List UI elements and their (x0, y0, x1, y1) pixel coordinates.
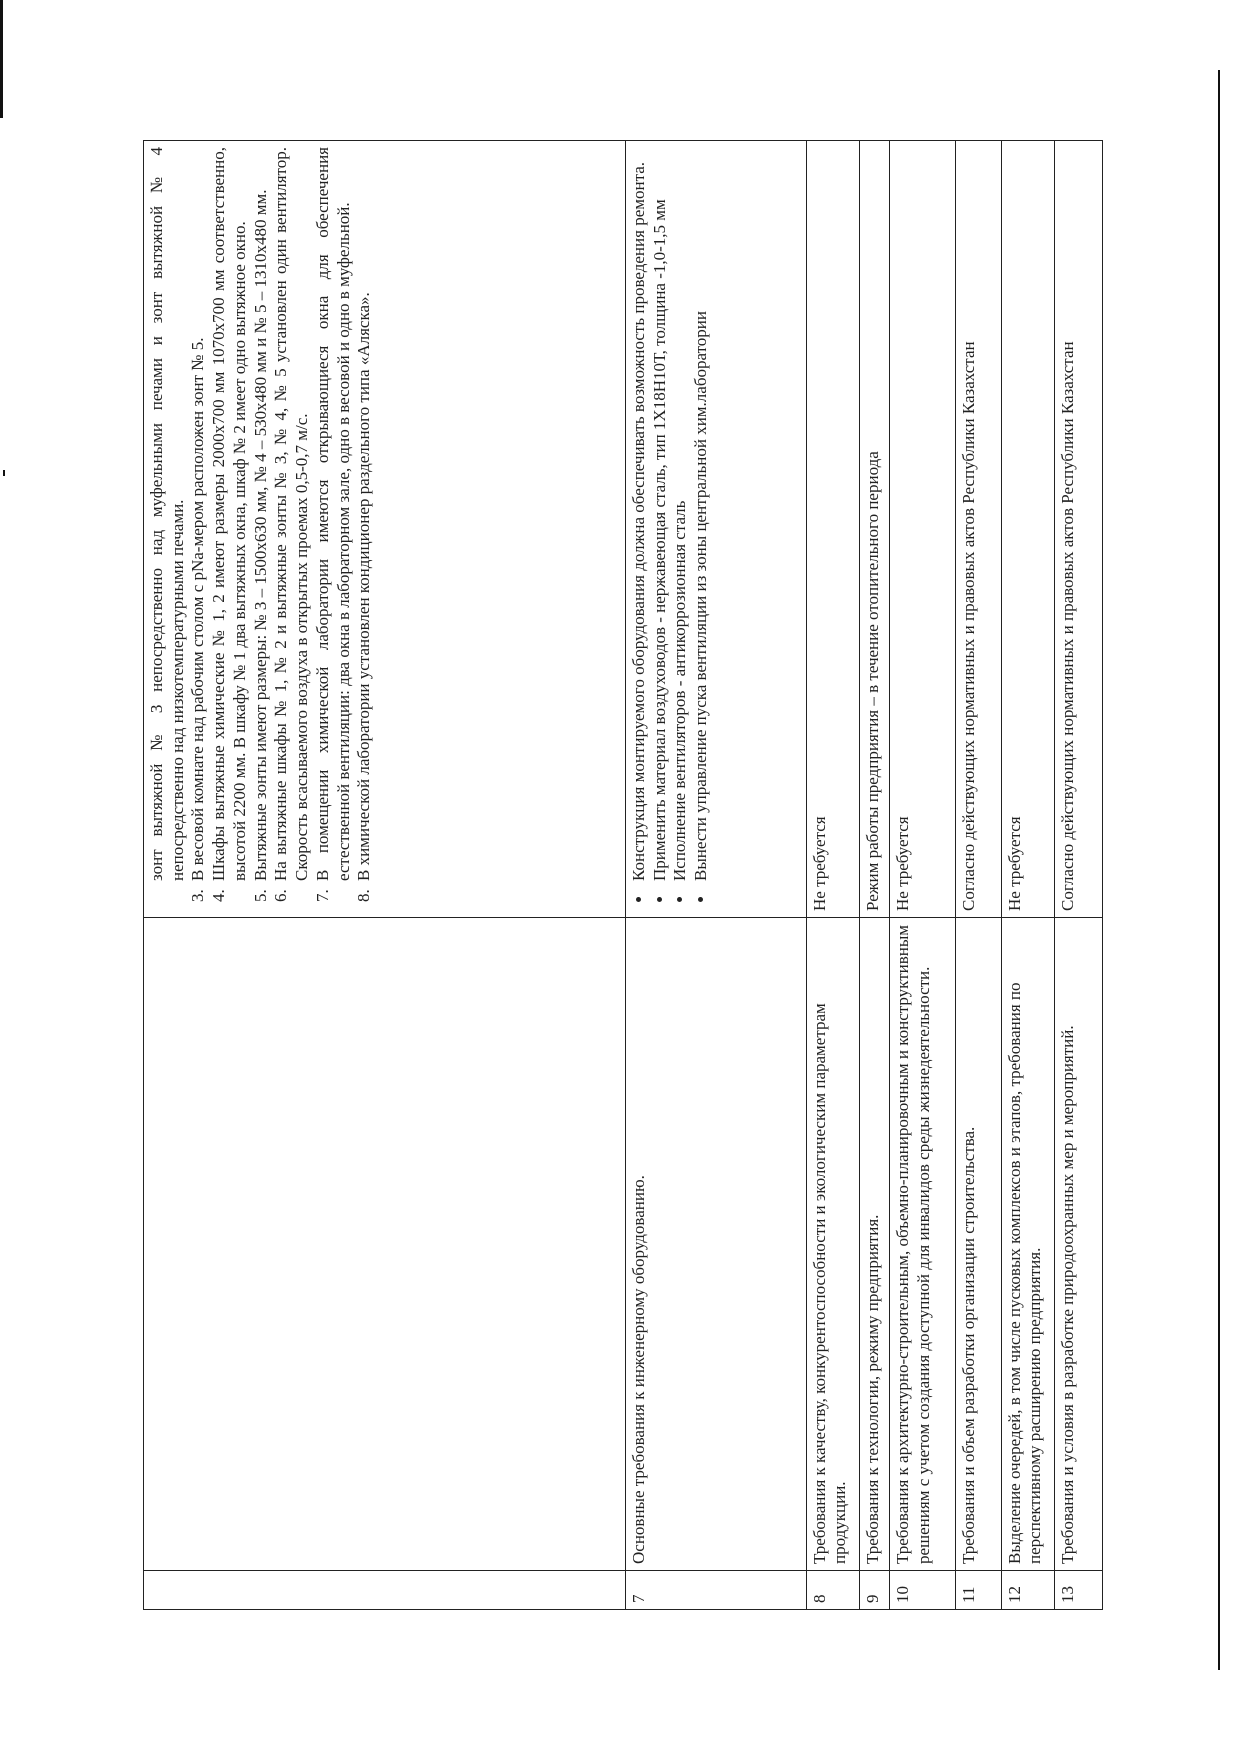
bullet-item: • Исполнение вентиляторов - антикоррозионная сталь (670, 147, 691, 885)
bullet-list (629, 147, 712, 911)
list-item: 5. Вытяжные зонты имеют размеры: № 3 – 1500х630 мм, № 4 – 530х480 мм и № 5 – 1310х480 мм. (251, 147, 272, 885)
bullet-item: • Вынести управление пуска вентиляции из зоны центральной хим.лаборатории (691, 147, 712, 885)
value-cell: Не требуется (889, 141, 955, 918)
bullet-item: • Применить материал воздуховодов - нержавеющая сталь, тип 1Х18Н10Т, толщина -1,0-1,5 мм (650, 147, 671, 885)
value-cell: Не требуется (806, 141, 859, 918)
table-row (806, 141, 859, 1610)
row-number: 9 (859, 1571, 889, 1610)
list-item: 6. На вытяжные шкафы № 1, № 2 и вытяжные зонты № 3, № 4, № 5 установлен один вентилятор. Скорость всасываемого воздуха в открытых проемах 0,5-0,7 м/с. (271, 147, 312, 885)
row-number-empty (144, 1571, 626, 1610)
scan-mark-top (3, 470, 5, 476)
row-number: 7 (625, 1571, 806, 1610)
table-row (955, 141, 1001, 1610)
continued-numbered-list (147, 147, 375, 911)
rotated-page (143, 140, 1103, 1610)
scan-right-edge-line (1218, 70, 1220, 1670)
requirement-cell: Требования к технологии, режиму предприятия. (859, 918, 889, 1571)
table-row (859, 141, 889, 1610)
requirement-cell: Требования к качеству, конкурентоспособности и экологическим параметрам продукции. (806, 918, 859, 1571)
requirement-cell: Основные требования к инженерному оборудованию. (625, 918, 806, 1571)
requirements-table (143, 140, 1103, 1610)
table-row (1001, 141, 1054, 1610)
requirement-cell: Требования и условия в разработке природоохранных мер и мероприятий. (1054, 918, 1102, 1571)
row-number: 13 (1054, 1571, 1102, 1610)
value-cell (625, 141, 806, 918)
value-cell: Согласно действующих нормативных и правовых актов Республики Казахстан (1054, 141, 1102, 918)
value-cell: Режим работы предприятия – в течение отопительного периода (859, 141, 889, 918)
row-number: 10 (889, 1571, 955, 1610)
bullet-item: • Конструкция монтируемого оборудования должна обеспечивать возможность проведения ремонта. (629, 147, 650, 885)
table-row (625, 141, 806, 1610)
row-number: 12 (1001, 1571, 1054, 1610)
list-item: 3. В весовой комнате над рабочим столом с pNa-мером расположен зонт № 5. (188, 147, 209, 885)
value-cell: Согласно действующих нормативных и правовых актов Республики Казахстан (955, 141, 1001, 918)
list-item: 4. Шкафы вытяжные химические № 1, 2 имеют размеры 2000х700 мм 1070х700 мм соответственно, высотой 2200 мм. В шкафу № 1 два вытяжных окна, шкаф № 2 имеет одно вытяжное окно. (209, 147, 250, 885)
list-item: 7. В помещении химической лаборатории имеются открывающиеся окна для обеспечения естественной вентиляции: два окна в лабораторном зале, одно в весовой и одно в муфельной. (313, 147, 354, 885)
list-item: 8. В химической лаборатории установлен кондиционер раздельного типа «Аляска». (354, 147, 375, 885)
table-row (889, 141, 955, 1610)
scan-left-edge-line (0, 0, 3, 118)
row-number: 8 (806, 1571, 859, 1610)
list-item-continued: зонт вытяжной № 3 непосредственно над муфельными печами и зонт вытяжной № 4 непосредственно над низкотемпературными печами. (147, 147, 187, 881)
requirement-cell: Требования к архитектурно-строительным, объемно-планировочным и конструктивным решениям с учетом создания доступной для инвалидов среды жизнедеятельности. (889, 918, 955, 1571)
requirement-cell: Выделение очередей, в том числе пусковых комплексов и этапов, требования по перспективному расширению предприятия. (1001, 918, 1054, 1571)
requirement-cell-empty (144, 918, 626, 1571)
requirement-cell: Требования и объем разработки организации строительства. (955, 918, 1001, 1571)
table-row-continuation (144, 141, 626, 1610)
continuation-cell (144, 141, 626, 918)
row-number: 11 (955, 1571, 1001, 1610)
value-cell: Не требуется (1001, 141, 1054, 918)
table-row (1054, 141, 1102, 1610)
